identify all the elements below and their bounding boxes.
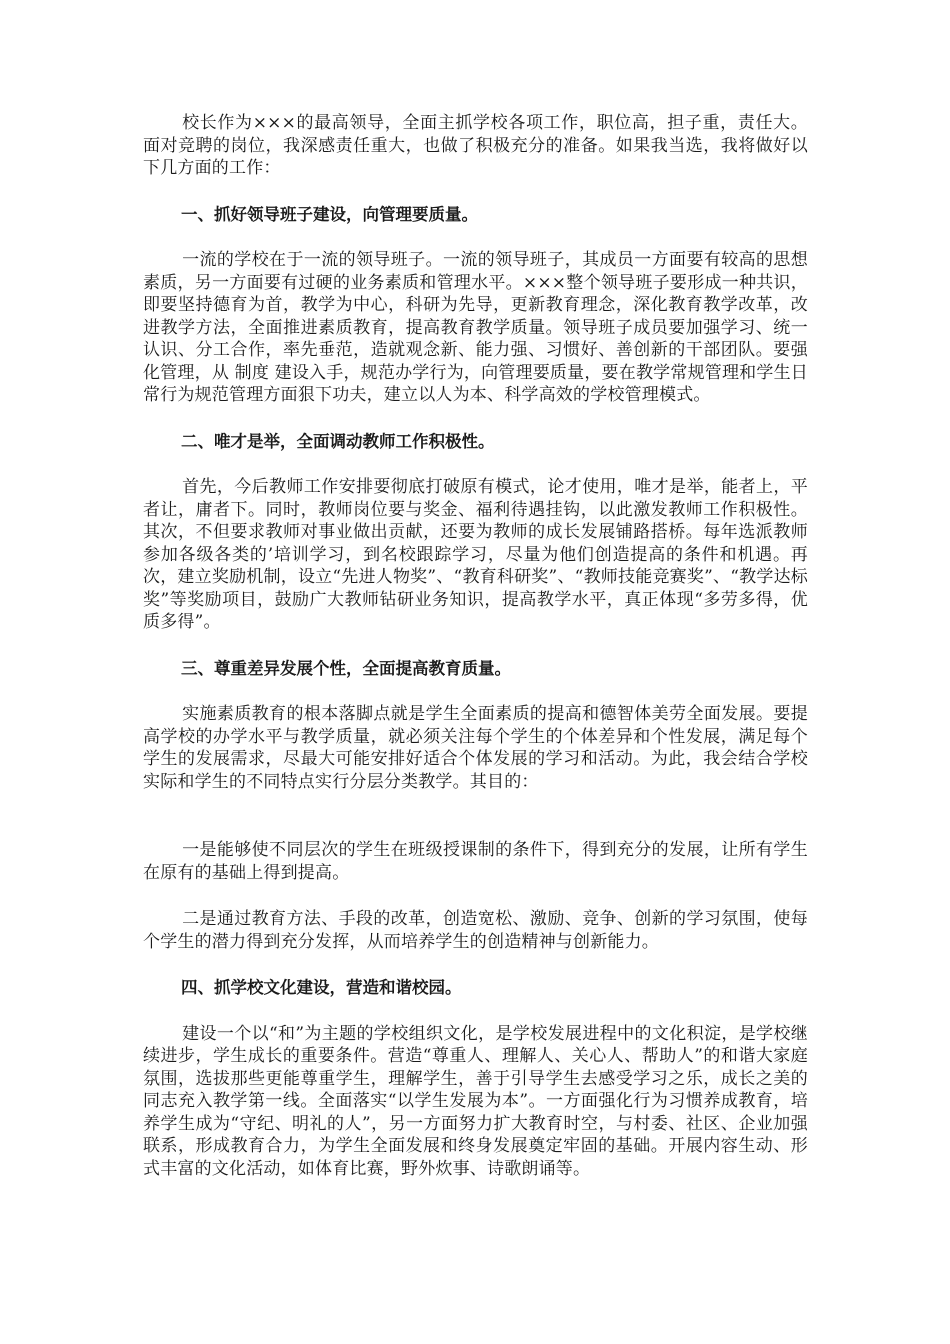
- section-1-paragraph-1: 一流的学校在于一流的领导班子。一流的领导班子，其成员一方面要有较高的思想素质，另一方面要有过硬的业务素质和管理水平。×××整个领导班子要形成一种共识，即要坚持德育为首，教学为中心，科研为先导，更新教育理念，深化教育教学改革，改进教学方法，全面推进素质教育，提高教育教学质量。领导班子成员要加强学习、统一认识、分工合作，率先垂范，造就观念新、能力强、习惯好、善创新的干部团队。要强化管理，从 制度 建设入手，规范办学行为，向管理要质量，要在教学常规管理和学生日常行为规范管理方面狠下功夫，建立以人为本、科学高效的学校管理模式。: [143, 250, 808, 405]
- section-3-paragraph-1: 实施素质教育的根本落脚点就是学生全面素质的提高和德智体美劳全面发展。要提高学校的办学水平与教学质量，就必须关注每个学生的个体差异和个性发展，满足每个学生的发展需求，尽最大可能安排好适合个体发展的学习和活动。为此，我会结合学校实际和学生的不同特点实行分层分类教学。其目的：: [143, 704, 808, 792]
- section-2-heading: 二、唯才是举，全面调动教师工作积极性。: [180, 431, 495, 451]
- section-3-paragraph-3: 二是通过教育方法、手段的改革，创造宽松、激励、竞争、创新的学习氛围，使每个学生的潜力得到充分发挥，从而培养学生的创造精神与创新能力。: [143, 909, 808, 952]
- section-2-paragraph-1: 首先，今后教师工作安排要彻底打破原有模式，论才使用，唯才是举，能者上，平者让，庸者下。同时，教师岗位要与奖金、福利待遇挂钩，以此激发教师工作积极性。其次，不但要求教师对事业做出贡献，还要为教师的成长发展铺路搭桥。每年选派教师参加各级各类的’培训学习，到名校跟踪学习，尽量为他们创造提高的条件和机遇。再次，建立奖励机制，设立“先进人物奖”、“教育科研奖”、“教师技能竞赛奖”、“教学达标奖”等奖励项目，鼓励广大教师钻研业务知识，提高教学水平，真正体现“多劳多得，优质多得”。: [143, 477, 808, 632]
- intro-paragraph: 校长作为×××的最高领导，全面主抓学校各项工作，职位高，担子重，责任大。面对竞聘的岗位，我深感责任重大，也做了积极充分的准备。如果我当选，我将做好以下几方面的工作：: [143, 113, 808, 178]
- section-4-paragraph-1: 建设一个以“和”为主题的学校组织文化，是学校发展进程中的文化积淀，是学校继续进步，学生成长的重要条件。营造“尊重人、理解人、关心人、帮助人”的和谐大家庭氛围，选拔那些更能尊重学生，理解学生，善于引导学生去感受学习之乐，成长之美的同志充入教学第一线。全面落实“以学生发展为本”。一方面强化行为习惯养成教育，培养学生成为“守纪、明礼的人”，另一方面努力扩大教育时空，与村委、社区、企业加强联系，形成教育合力，为学生全面发展和终身发展奠定牢固的基础。开展内容生动、形式丰富的文化活动，如体育比赛，野外炊事、诗歌朗诵等。: [143, 1023, 808, 1179]
- section-1-heading: 一、抓好领导班子建设，向管理要质量。: [180, 204, 478, 224]
- section-3-paragraph-2: 一是能够使不同层次的学生在班级授课制的条件下，得到充分的发展，让所有学生在原有的基础上得到提高。: [143, 840, 808, 883]
- section-3-heading: 三、尊重差异发展个性，全面提高教育质量。: [180, 658, 511, 678]
- document-page: [143, 112, 808, 1180]
- section-4-heading: 四、抓学校文化建设，营造和谐校园。: [180, 978, 462, 997]
